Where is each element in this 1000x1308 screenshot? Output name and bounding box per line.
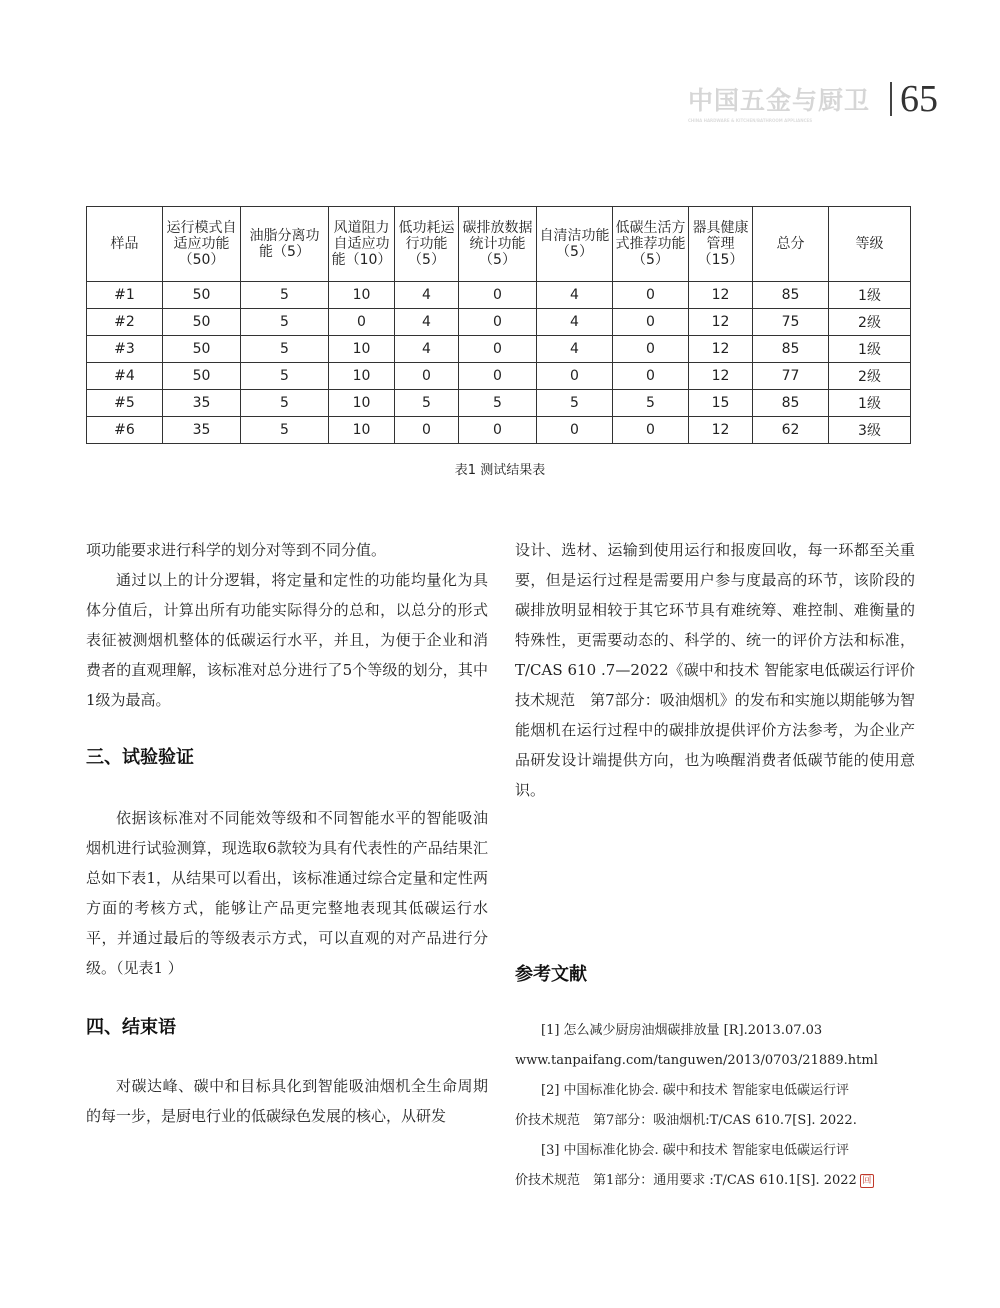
table-cell: 0 [459,282,537,309]
table-row [87,363,911,390]
table-cell: 62 [753,417,829,444]
table-header-cell: 总分 [753,207,829,282]
table-cell: 85 [753,390,829,417]
table-cell: 0 [613,363,689,390]
table-header-cell: 低碳生活方式推荐功能（5） [613,207,689,282]
table-cell: 5 [241,309,329,336]
table-cell: 0 [459,336,537,363]
paragraph: 项功能要求进行科学的划分对等到不同分值。 [86,541,387,559]
table-cell: 1级 [829,390,911,417]
table-cell: #1 [87,282,163,309]
paragraph: 通过以上的计分逻辑，将定量和定性的功能均量化为具体分值后，计算出所有功能实际得分的总和，以总分的形式表征被测烟机整体的低碳运行水平，并且，为便于企业和消费者的直观理解，该标准对总分进行了5个等级的划分，其中1级为最高。 [86,571,488,709]
results-table [86,206,911,444]
table-header-cell: 自清洁功能（5） [537,207,613,282]
table-header-cell: 油脂分离功能（5） [241,207,329,282]
table-cell: 2级 [829,309,911,336]
table-cell: 0 [395,363,459,390]
section-heading-3: 三、试验验证 [86,747,194,768]
table-cell: #6 [87,417,163,444]
table-cell: 5 [241,336,329,363]
table-cell: 4 [395,309,459,336]
table-cell: 10 [329,417,395,444]
table-row [87,390,911,417]
table-cell: 0 [613,282,689,309]
reference-text: 价技术规范 第1部分：通用要求 :T/CAS 610.1[S]. 2022 [515,1173,857,1188]
table-cell: 85 [753,336,829,363]
reference-item-cont: www.tanpaifang.com/tanguwen/2013/0703/21889.html [515,1053,878,1068]
table-row [87,309,911,336]
table-cell: 5 [395,390,459,417]
table-cell: 50 [163,309,241,336]
table-cell: 10 [329,336,395,363]
table-header-cell: 风道阻力自适应功能（10） [329,207,395,282]
table-cell: 50 [163,282,241,309]
table-header-cell: 运行模式自适应功能（50） [163,207,241,282]
table-row [87,417,911,444]
table-cell: 35 [163,417,241,444]
table-header-row [87,207,911,282]
references [515,960,915,1196]
table-cell: 12 [689,309,753,336]
reference-item: [3] 中国标准化协会. 碳中和技术 智能家电低碳运行评 [541,1143,849,1158]
table-cell: 75 [753,309,829,336]
table-row [87,282,911,309]
table-cell: 4 [537,282,613,309]
reference-item: [1] 怎么减少厨房油烟碳排放量 [R].2013.07.03 [541,1023,823,1038]
paragraph: 设计、选材、运输到使用运行和报废回收，每一环都至关重要，但是运行过程是需要用户参与度最高的环节，该阶段的碳排放明显相较于其它环节具有难统筹、难控制、难衡量的特殊性，更需要动态的、科学的、统一的评价方法和标准，T/CAS 610 .7—2022《碳中和技术 智能家电低碳运行评价技术规范 第7部分：吸油烟机》的发布和实施以期能够为智能烟机在运行过程中的碳排放提供评价方法参考，为企业产品研发设计端提供方向，也为唤醒消费者低碳节能的使用意识。 [515,541,915,799]
table-cell: 1级 [829,336,911,363]
table-cell: 0 [395,417,459,444]
paragraph: 对碳达峰、碳中和目标具化到智能吸油烟机全生命周期的每一步，是厨电行业的低碳绿色发展的核心，从研发 [86,1077,488,1125]
table-cell: 0 [537,417,613,444]
magazine-logo [687,81,870,123]
table-cell: 5 [459,390,537,417]
table-cell: 0 [537,363,613,390]
table-cell: 5 [241,390,329,417]
table-cell: 0 [329,309,395,336]
table-cell: #5 [87,390,163,417]
table-cell: 3级 [829,417,911,444]
table-cell: 85 [753,282,829,309]
table-cell: 4 [395,336,459,363]
table-cell: 10 [329,282,395,309]
end-mark-icon: 回 [860,1174,874,1188]
references-heading: 参考文献 [515,964,587,985]
table-cell: 77 [753,363,829,390]
table-cell: 4 [537,309,613,336]
page-number: 65 [900,78,938,120]
table-cell: 12 [689,363,753,390]
table-cell: 12 [689,417,753,444]
table-cell: 5 [613,390,689,417]
reference-item-cont [515,1166,915,1196]
paragraph: 依据该标准对不同能效等级和不同智能水平的智能吸油烟机进行试验测算，现选取6款较为具有代表性的产品结果汇总如下表1，从结果可以看出，该标准通过综合定量和定性两方面的考核方式，能够让产品更完整地表现其低碳运行水平，并通过最后的等级表示方式，可以直观的对产品进行分级。（见表1 ） [86,809,488,977]
table-cell: 15 [689,390,753,417]
table-header-cell: 样品 [87,207,163,282]
table-cell: 4 [395,282,459,309]
table-cell: #3 [87,336,163,363]
table-cell: 50 [163,363,241,390]
left-column [86,535,488,1131]
table-cell: 10 [329,363,395,390]
section-heading-4: 四、结束语 [86,1017,176,1038]
table-cell: 5 [241,282,329,309]
table-cell: 4 [537,336,613,363]
table-header-cell: 碳排放数据统计功能（5） [459,207,537,282]
table-cell: 5 [241,363,329,390]
table-cell: 50 [163,336,241,363]
table-cell: 0 [613,309,689,336]
table-cell: 1级 [829,282,911,309]
table-cell: #4 [87,363,163,390]
table-cell: #2 [87,309,163,336]
table-cell: 0 [459,363,537,390]
table-row [87,336,911,363]
table-cell: 10 [329,390,395,417]
page-header [687,78,938,123]
reference-item-cont: 价技术规范 第7部分：吸油烟机:T/CAS 610.7[S]. 2022. [515,1113,857,1128]
table-header-cell: 低功耗运行功能（5） [395,207,459,282]
table-cell: 0 [459,309,537,336]
table-caption: 表1 测试结果表 [454,463,546,478]
right-column [515,535,915,805]
reference-item: [2] 中国标准化协会. 碳中和技术 智能家电低碳运行评 [541,1083,849,1098]
table-cell: 12 [689,336,753,363]
table-cell: 5 [537,390,613,417]
table-cell: 2级 [829,363,911,390]
table-cell: 0 [613,336,689,363]
magazine-subtitle: CHINA HARDWARE & KITCHEN/BATHROOM APPLIANCES [687,118,813,123]
magazine-title: 中国五金与厨卫 [687,86,870,115]
table-cell: 35 [163,390,241,417]
header-divider [890,82,892,116]
table-cell: 0 [459,417,537,444]
table-cell: 0 [613,417,689,444]
table-header-cell: 器具健康管理（15） [689,207,753,282]
table-cell: 12 [689,282,753,309]
table-header-cell: 等级 [829,207,911,282]
table-cell: 5 [241,417,329,444]
